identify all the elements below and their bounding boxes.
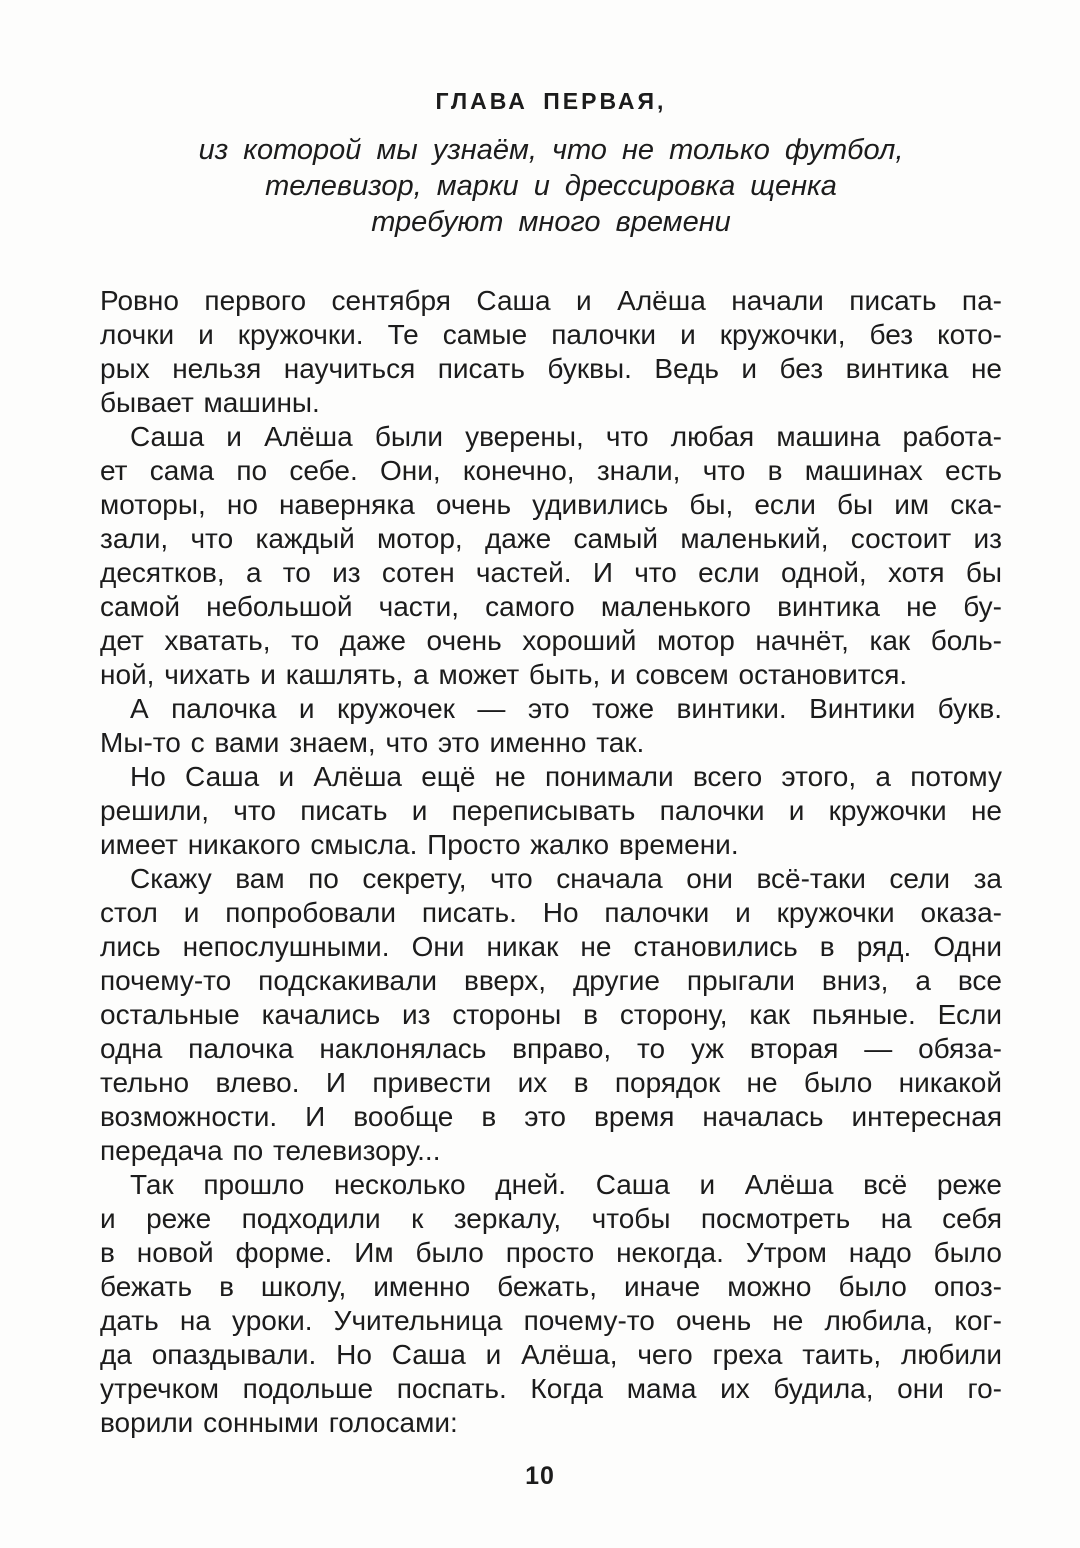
chapter-subtitle-line: телевизор, марки и дрессировка щенка — [265, 170, 837, 202]
text-line: Но Саша и Алёша ещё не понимали всего этого, а потому — [130, 761, 1002, 792]
text-line: лись непослушными. Они никак не становились в ряд. Одни — [100, 931, 1002, 962]
chapter-subtitle-line: из которой мы узнаём, что не только футбол, — [198, 134, 904, 166]
text-line: остальные качались из стороны в сторону, как пьяные. Если — [100, 999, 1002, 1030]
paragraph — [100, 760, 1002, 862]
body-text — [100, 284, 1002, 1440]
text-line: самой небольшой части, самого маленького винтика не бу- — [100, 591, 1002, 622]
chapter-subtitle — [100, 132, 1002, 240]
text-line: одна палочка наклонялась вправо, то уж вторая — обяза- — [100, 1033, 1002, 1064]
text-line: А палочка и кружочек — это тоже винтики. Винтики букв. — [130, 693, 1002, 724]
text-line: утречком подольше поспать. Когда мама их будила, они го- — [100, 1373, 1002, 1404]
paragraph — [100, 692, 1002, 760]
text-line: ворили сонными голосами: — [100, 1407, 458, 1438]
text-line: Скажу вам по секрету, что сначала они всё-таки сели за — [130, 863, 1002, 894]
text-line: моторы, но наверняка очень удивились бы, если бы им ска- — [100, 489, 1002, 520]
text-line: зали, что каждый мотор, даже самый маленький, состоит из — [100, 523, 1002, 554]
text-line: в новой форме. Им было просто некогда. Утром надо было — [100, 1237, 1002, 1268]
text-line: стол и попробовали писать. Но палочки и кружочки оказа- — [100, 897, 1002, 928]
text-line: дать на уроки. Учительница почему-то очень не любила, ког- — [100, 1305, 1002, 1336]
chapter-heading: ГЛАВА ПЕРВАЯ, — [435, 88, 667, 114]
text-line: десятков, а то из сотен частей. И что если одной, хотя бы — [100, 557, 1002, 588]
text-line: решили, что писать и переписывать палочки и кружочки не — [100, 795, 1002, 826]
paragraph — [100, 862, 1002, 1168]
text-line: дет хватать, то даже очень хороший мотор начнёт, как боль- — [100, 625, 1002, 656]
text-line: имеет никакого смысла. Просто жалко времени. — [100, 829, 739, 860]
text-line: и реже подходили к зеркалу, чтобы посмотреть на себя — [100, 1203, 1002, 1234]
text-line: бежать в школу, именно бежать, иначе можно было опоз- — [100, 1271, 1002, 1302]
text-line: почему-то подскакивали вверх, другие прыгали вниз, а все — [100, 965, 1002, 996]
text-line: ет сама по себе. Они, конечно, знали, что в машинах есть — [100, 455, 1002, 486]
text-line: Саша и Алёша были уверены, что любая машина работа- — [130, 421, 1002, 452]
text-line: Ровно первого сентября Саша и Алёша начали писать па- — [100, 285, 1002, 316]
text-line: возможности. И вообще в это время началась интересная — [100, 1101, 1002, 1132]
paragraph — [100, 1168, 1002, 1440]
text-line: Мы-то с вами знаем, что это именно так. — [100, 727, 645, 758]
text-line: рых нельзя научиться писать буквы. Ведь и без винтика не — [100, 353, 1002, 384]
chapter-subtitle-line: требуют много времени — [371, 206, 731, 238]
text-line: тельно влево. И привести их в порядок не было никакой — [100, 1067, 1002, 1098]
paragraph — [100, 284, 1002, 420]
page-number: 10 — [525, 1462, 555, 1490]
text-line: да опаздывали. Но Саша и Алёша, чего греха таить, любили — [100, 1339, 1002, 1370]
text-line: бывает машины. — [100, 387, 320, 418]
text-line: ной, чихать и кашлять, а может быть, и совсем остановится. — [100, 659, 908, 690]
text-line: передача по телевизору... — [100, 1135, 441, 1166]
text-line: лочки и кружочки. Те самые палочки и кружочки, без кото- — [100, 319, 1002, 350]
paragraph — [100, 420, 1002, 692]
text-line: Так прошло несколько дней. Саша и Алёша всё реже — [130, 1169, 1002, 1200]
text-block — [100, 0, 1002, 1440]
